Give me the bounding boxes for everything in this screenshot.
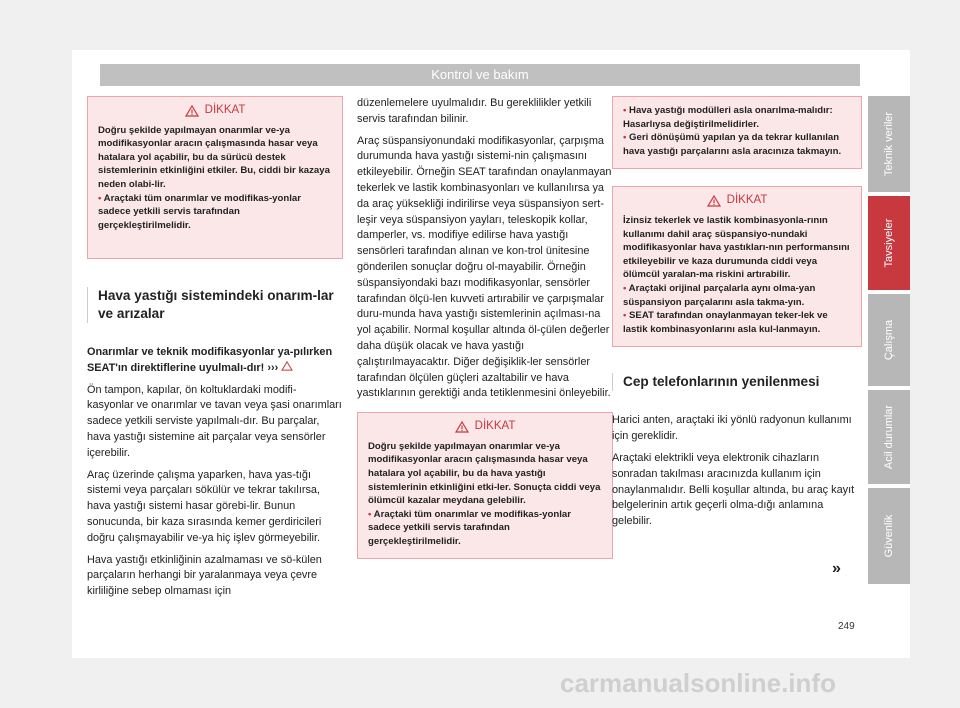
warning-bullet xyxy=(623,309,851,336)
paragraph: Araç süspansiyonundaki modifikasyonlar, çarpışma durumunda hava yastığı sistemi-nin çalışmasını etkileyebilir. Örneğin SEAT tarafından onaylanmayan tekerlek ve lastik kombinasyonları ve kullanılırsa ya da araç yüksekliği indirilirse veya süspansiyon sert-leşir veya süspansiyon yayları, teleskopik kollar, damperler, vs. modifiye edilirse hava yastığı sensörleri tarafından alınan ve kon-trol ünitesine gönderilen sonuçlar doğru ol-mayabilir. Örneğin süspansiyondaki bazı modifikasyonlar, sensörler tarafından ölçü-len kuvveti artırabilir ve çarpışmalar duru-munda hava yastığı sistemlerinin açılması-na yol açabilir. Normal koşullar altında öl-çülen değerler daha düşük olacak ve hava yastığı çalıştırılmayacaktır. Diğer değişiklik-ler sensörler tarafından ölçülen güçleri azaltabilir ve hava yastıklarının gerektiği anda tetiklenmesini önleyebilir. xyxy=(357,134,612,400)
tab-tavsiyeler[interactable] xyxy=(868,196,910,290)
warning-triangle-icon xyxy=(185,105,199,117)
section-title: Cep telefonlarının yenilenmesi xyxy=(612,373,862,391)
warning-bullet xyxy=(368,508,602,549)
warning-box xyxy=(87,96,343,259)
reference-arrows[interactable]: ››› xyxy=(267,361,279,374)
paragraph: Araç üzerinde çalışma yaparken, hava yas-tığı sistemi veya parçaları sökülür ve tekrar takılırsa, hava yastığı sistemi hasar görebi-lir. Bunun sonucunda, bir kaza sırasında kemer gerdiricileri doğru çalışmayabilir ve-ya hiç işlev görmeyebilir. xyxy=(87,468,322,544)
paragraph: Harici anten, araçtaki iki yönlü radyonun kullanımı için gereklidir. xyxy=(612,414,852,443)
warning-bullet-text: Araçtaki tüm onarımlar ve modifikas-yonlar sadece yetkili servis tarafından gerçekleştirilmelidir. xyxy=(368,508,571,547)
watermark: carmanualsonline.info xyxy=(560,668,836,698)
bullet-icon: • xyxy=(623,310,630,322)
intro-bold xyxy=(87,345,343,377)
warning-label: DİKKAT xyxy=(726,194,768,207)
warning-bullet xyxy=(98,192,332,233)
column-right xyxy=(612,96,862,536)
tab-label: Acil durumlar xyxy=(883,404,895,470)
paragraph: düzenlemelere uyulmalıdır. Bu gereklilikler yetkili servis tarafından bilinir. xyxy=(357,97,592,125)
warning-title xyxy=(623,194,851,208)
warning-bullet xyxy=(623,282,851,309)
tab-guvenlik[interactable] xyxy=(868,488,910,584)
warning-box xyxy=(357,412,613,559)
warning-bullet-text: Araçtaki tüm onarımlar ve modifikas-yonlar sadece yetkili servis tarafından gerçekleştirilmelidir. xyxy=(98,192,301,231)
warning-bullet-text: SEAT tarafından onaylanmayan teker-lek ve lastik kombinasyonlarını asla kul-lanmayın. xyxy=(623,310,828,335)
page-number: 249 xyxy=(838,621,855,632)
tab-label: Teknik veriler xyxy=(883,111,895,177)
intro-bold-text: Onarımlar ve teknik modifikasyonlar ya-pılırken SEAT'ın direktiflerine uyulmalı-dır! xyxy=(87,346,333,374)
bullet-icon: • xyxy=(98,192,104,204)
column-left xyxy=(87,96,343,606)
warning-triangle-icon xyxy=(455,421,469,433)
warning-title xyxy=(368,420,602,434)
warning-bullet-text: Geri dönüşümü yapılan ya da tekrar kullanılan hava yastığı parçalarını asla aracınıza takmayın. xyxy=(623,132,842,157)
paragraph: Araçtaki elektrikli veya elektronik cihazların sonradan takılması aracınızda kullanım için onaylanmalıdır. Belli koşullar altında, bu araç kayıt belgelerinin artık geçerli olma-dığı anlamına gelebilir. xyxy=(612,451,855,528)
continue-mark: » xyxy=(832,560,841,577)
paragraph: Ön tampon, kapılar, ön koltuklardaki modifi-kasyonlar ve onarımlar ve tavan veya şasi onarımları sadece yetkili serviste yapılmalı-dır. Bu parçalar, hava yastığı sistemine ait parçalar veya sensörler içerebilir. xyxy=(87,383,342,459)
tab-calisma[interactable] xyxy=(868,294,910,386)
bullet-icon: • xyxy=(623,105,630,116)
bullet-icon: • xyxy=(368,508,374,520)
section-heading xyxy=(87,287,343,323)
column-middle xyxy=(357,96,613,559)
warning-triangle-icon xyxy=(707,195,721,207)
warning-text: İzinsiz tekerlek ve lastik kombinasyonla-rının kullanımı dahil araç süspansiyo-nundaki modifikasyonlar hava yastıkları-nın performansını etkileyebilir ve kaza durumunda ciddi veya ölümcül yaralan-ma riskini artırabilir. xyxy=(623,214,850,281)
bullet-icon: • xyxy=(623,282,629,294)
warning-title xyxy=(98,104,332,118)
warning-box xyxy=(612,186,862,347)
tab-label: Tavsiyeler xyxy=(883,218,895,268)
warning-label: DİKKAT xyxy=(204,104,246,116)
section-title: Hava yastığı sistemindeki onarım-lar ve arızalar xyxy=(87,287,343,323)
section-heading xyxy=(612,373,862,391)
warning-bullet-text: Hava yastığı modülleri asla onarılma-malıdır: Hasarlıysa değiştirilmelidirler. xyxy=(623,105,833,130)
warning-triangle-icon xyxy=(281,361,293,371)
tab-acil-durumlar[interactable] xyxy=(868,390,910,484)
warning-text: Doğru şekilde yapılmayan onarımlar ve-ya modifikasyonlar aracın çalışmasında hasar veya hatalara yol açabilir, bu da hava yastığı sistemlerinin etkinliğini etki-ler. Sonuçta ciddi veya ölümcül kazalar meydana gelebilir. xyxy=(368,440,601,507)
tab-teknik-veriler[interactable] xyxy=(868,96,910,192)
warning-text: Doğru şekilde yapılmayan onarımlar ve-ya modifikasyonlar aracın çalışmasında hasar veya hatalara yol açabilir, bu da sürücü destek sistemlerinin etkinliğini etkiler. Bu, ciddi bir kazaya neden olabi-lir. xyxy=(98,124,330,190)
tab-label: Güvenlik xyxy=(883,514,895,558)
tab-label: Çalışma xyxy=(883,319,895,361)
warning-bullet xyxy=(623,104,851,131)
warning-box-continued xyxy=(612,96,862,169)
warning-bullet xyxy=(623,131,851,158)
warning-label: DİKKAT xyxy=(474,420,516,433)
warning-bullet-text: Araçtaki orijinal parçalarla aynı olma-yan süspansiyon parçalarını asla takma-yın. xyxy=(623,282,816,308)
paragraph: Hava yastığı etkinliğinin azalmaması ve sö-külen parçaların herhangi bir yaralanmaya veya çevre kirliliğine sebep olmaması için xyxy=(87,553,322,598)
page-header: Kontrol ve bakım xyxy=(100,64,860,86)
bullet-icon: • xyxy=(623,132,630,144)
